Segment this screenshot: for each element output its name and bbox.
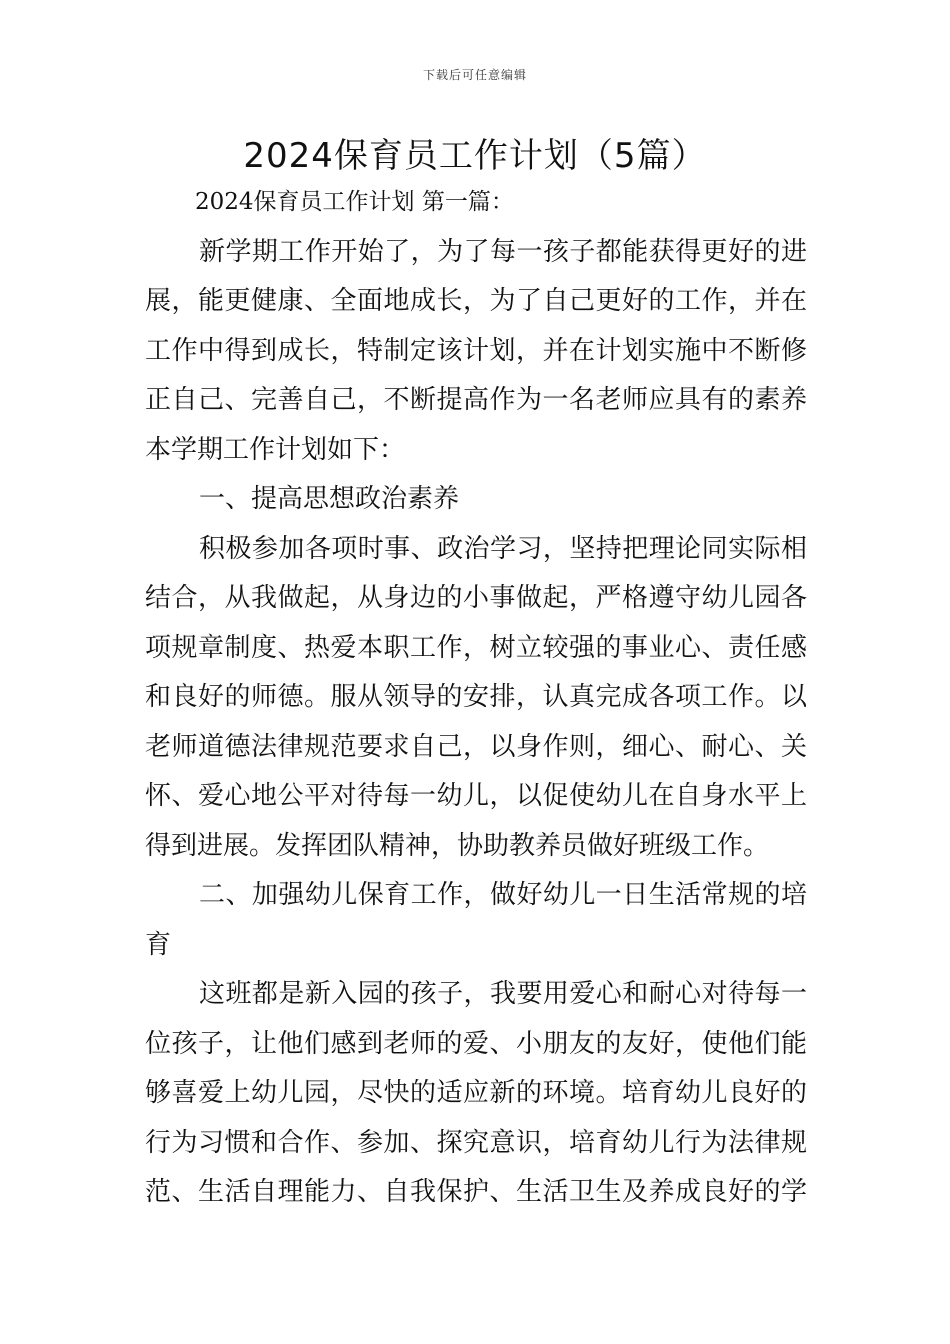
document-body [145,178,807,1218]
paragraph-line: 位孩子，让他们感到老师的爱、小朋友的友好，使他们能 [145,1028,807,1059]
paragraph-line: 结合，从我做起，从身边的小事做起，严格遵守幼儿园各 [145,583,807,613]
paragraph-line: 本学期工作计划如下： [145,434,406,465]
paragraph-line: 和良好的师德。服从领导的安排，认真完成各项工作。以 [145,682,807,712]
paragraph-line: 这班都是新入园的孩子，我要用爱心和耐心对待每一 [199,979,807,1009]
paragraph-line: 项规章制度、热爱本职工作，树立较强的事业心、责任感 [145,632,807,663]
header-note: 下载后可任意编辑 [422,68,527,82]
paragraph-line: 新学期工作开始了，为了每一孩子都能获得更好的进 [199,236,807,267]
paragraph-line: 工作中得到成长，特制定该计划，并在计划实施中不断修 [145,335,807,366]
paragraph-line: 老师道德法律规范要求自己，以身作则，细心、耐心、关 [145,731,807,762]
section-subtitle: 2024保育员工作计划 第一篇： [195,189,514,215]
section-heading: 二、加强幼儿保育工作，做好幼儿一日生活常规的培 [199,880,807,910]
paragraph-line: 展，能更健康、全面地成长，为了自己更好的工作，并在 [145,286,807,316]
section-heading: 一、提高思想政治素养 [199,484,460,514]
paragraph-line: 正自己、完善自己，不断提高作为一名老师应具有的素养 [145,385,807,415]
paragraph-line: 得到进展。发挥团队精神，协助教养员做好班级工作。 [145,830,770,861]
paragraph-line: 行为习惯和合作、参加、探究意识，培育幼儿行为法律规 [145,1127,807,1158]
paragraph-line: 怀、爱心地公平对待每一幼儿，以促使幼儿在自身水平上 [145,781,807,811]
document-title: 2024保育员工作计划（5篇） [243,136,707,176]
paragraph-line: 范、生活自理能力、自我保护、生活卫生及养成良好的学 [145,1177,807,1207]
paragraph-line: 积极参加各项时事、政治学习，坚持把理论同实际相 [199,533,807,564]
section-heading-continued: 育 [145,929,172,960]
paragraph-line: 够喜爱上幼儿园，尽快的适应新的环境。培育幼儿良好的 [145,1078,807,1108]
